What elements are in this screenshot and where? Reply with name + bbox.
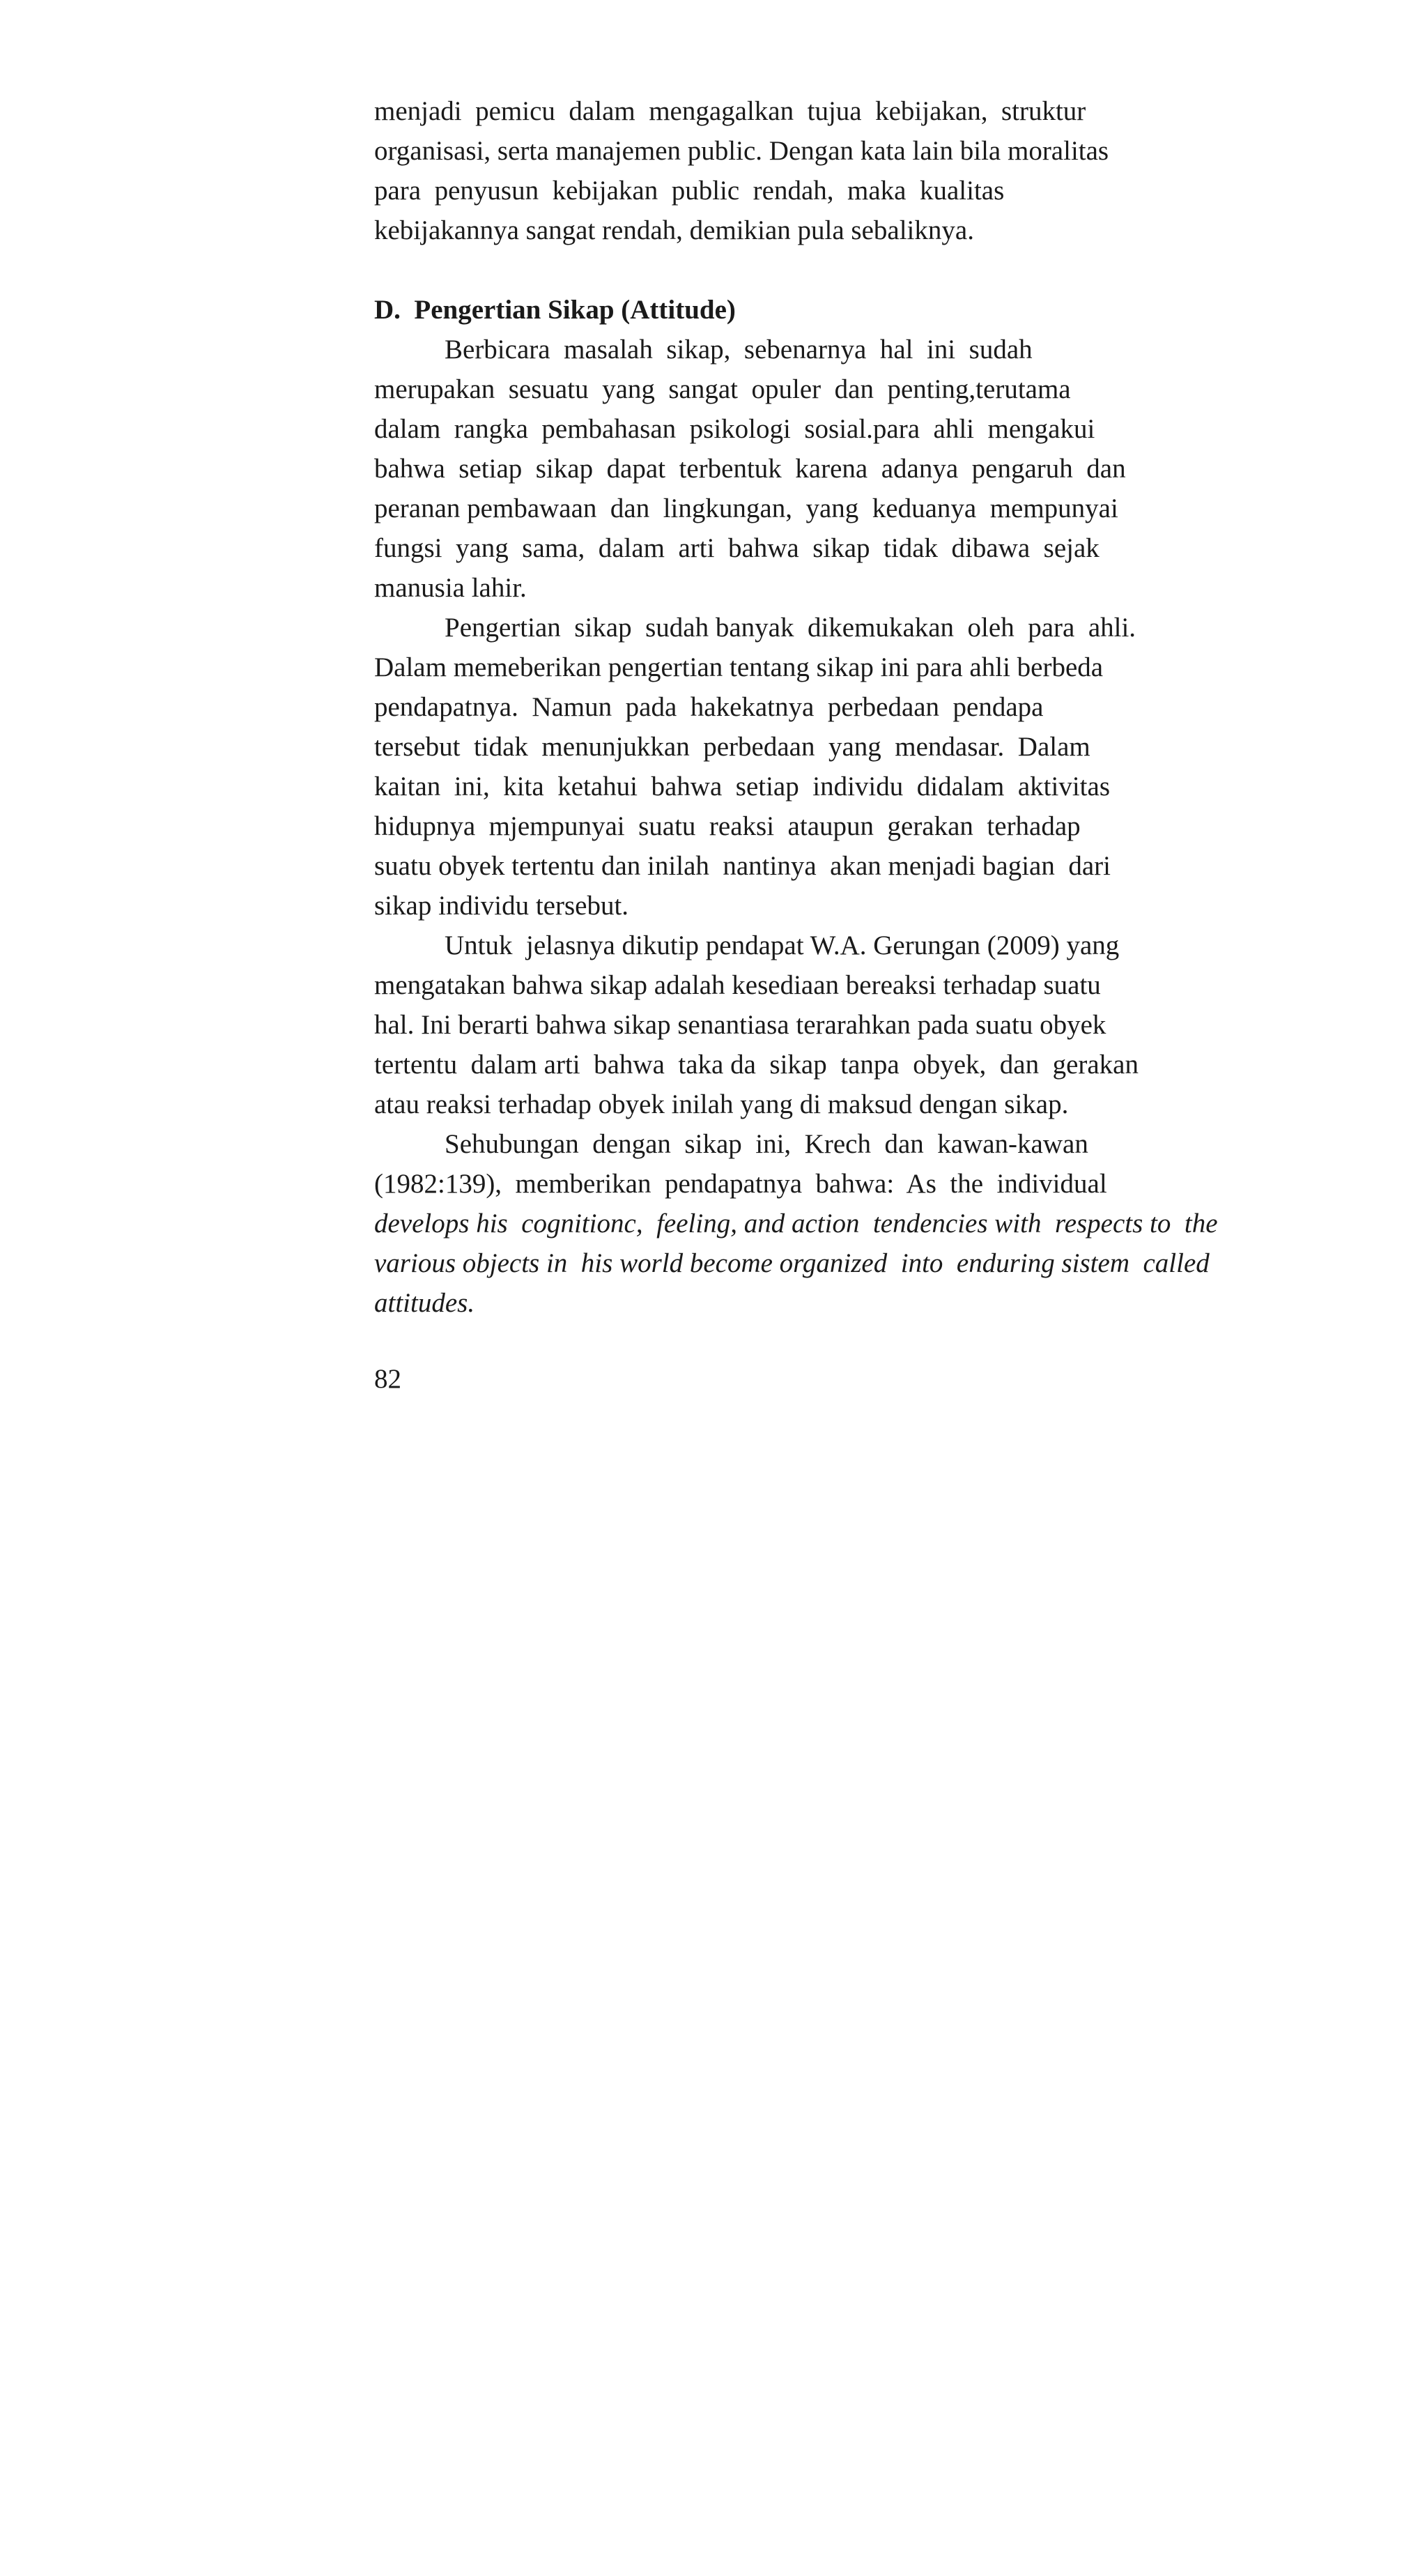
quote-line: attitudes. (374, 1288, 475, 1318)
paragraph-line: mengatakan bahwa sikap adalah kesediaan bereaksi terhadap suatu (374, 970, 1101, 1000)
paragraph-line: fungsi yang sama, dalam arti bahwa sikap tidak dibawa sejak (374, 533, 1100, 563)
paragraph-line: tersebut tidak menunjukkan perbedaan yang mendasar. Dalam (374, 732, 1090, 762)
paragraph-line: merupakan sesuatu yang sangat opuler dan penting,terutama (374, 374, 1071, 404)
body-text-line: organisasi, serta manajemen public. Dengan kata lain bila moralitas (374, 136, 1109, 166)
section-heading: D. Pengertian Sikap (Attitude) (374, 295, 736, 325)
paragraph-line: (1982:139), memberikan pendapatnya bahwa: As the individual (374, 1169, 1107, 1199)
paragraph-line: peranan pembawaan dan lingkungan, yang keduanya mempunyai (374, 493, 1118, 523)
quote-line: develops his cognitionc, feeling, and action tendencies with respects to the (374, 1209, 1218, 1239)
paragraph-line: suatu obyek tertentu dan inilah nantinya akan menjadi bagian dari (374, 851, 1111, 881)
paragraph-line: hidupnya mjempunyai suatu reaksi ataupun gerakan terhadap (374, 811, 1081, 841)
paragraph-line: atau reaksi terhadap obyek inilah yang di maksud dengan sikap. (374, 1089, 1069, 1119)
body-text-line: menjadi pemicu dalam mengagalkan tujua kebijakan, struktur (374, 96, 1086, 126)
paragraph-line: manusia lahir. (374, 573, 527, 603)
paragraph-line: Pengertian sikap sudah banyak dikemukakan oleh para ahli. (445, 613, 1136, 643)
paragraph-line: Sehubungan dengan sikap ini, Krech dan kawan-kawan (445, 1129, 1088, 1159)
paragraph-line: Berbicara masalah sikap, sebenarnya hal ini sudah (445, 335, 1033, 365)
paragraph-line: sikap individu tersebut. (374, 891, 629, 921)
paragraph-line: dalam rangka pembahasan psikologi sosial.para ahli mengakui (374, 414, 1095, 444)
paragraph-line: pendapatnya. Namun pada hakekatnya perbedaan pendapa (374, 692, 1044, 722)
paragraph-line: bahwa setiap sikap dapat terbentuk karena adanya pengaruh dan (374, 454, 1126, 484)
paragraph-line: tertentu dalam arti bahwa taka da sikap tanpa obyek, dan gerakan (374, 1050, 1139, 1080)
body-text-line: kebijakannya sangat rendah, demikian pula sebaliknya. (374, 215, 974, 245)
body-text-line: para penyusun kebijakan public rendah, maka kualitas (374, 176, 1005, 206)
paragraph-line: hal. Ini berarti bahwa sikap senantiasa terarahkan pada suatu obyek (374, 1010, 1106, 1040)
paragraph-line: Untuk jelasnya dikutip pendapat W.A. Gerungan (2009) yang (445, 930, 1120, 960)
page-number: 82 (374, 1364, 401, 1394)
quote-line: various objects in his world become organized into enduring sistem called (374, 1248, 1210, 1278)
paragraph-line: Dalam memeberikan pengertian tentang sikap ini para ahli berbeda (374, 652, 1104, 682)
paragraph-line: kaitan ini, kita ketahui bahwa setiap individu didalam aktivitas (374, 772, 1111, 802)
